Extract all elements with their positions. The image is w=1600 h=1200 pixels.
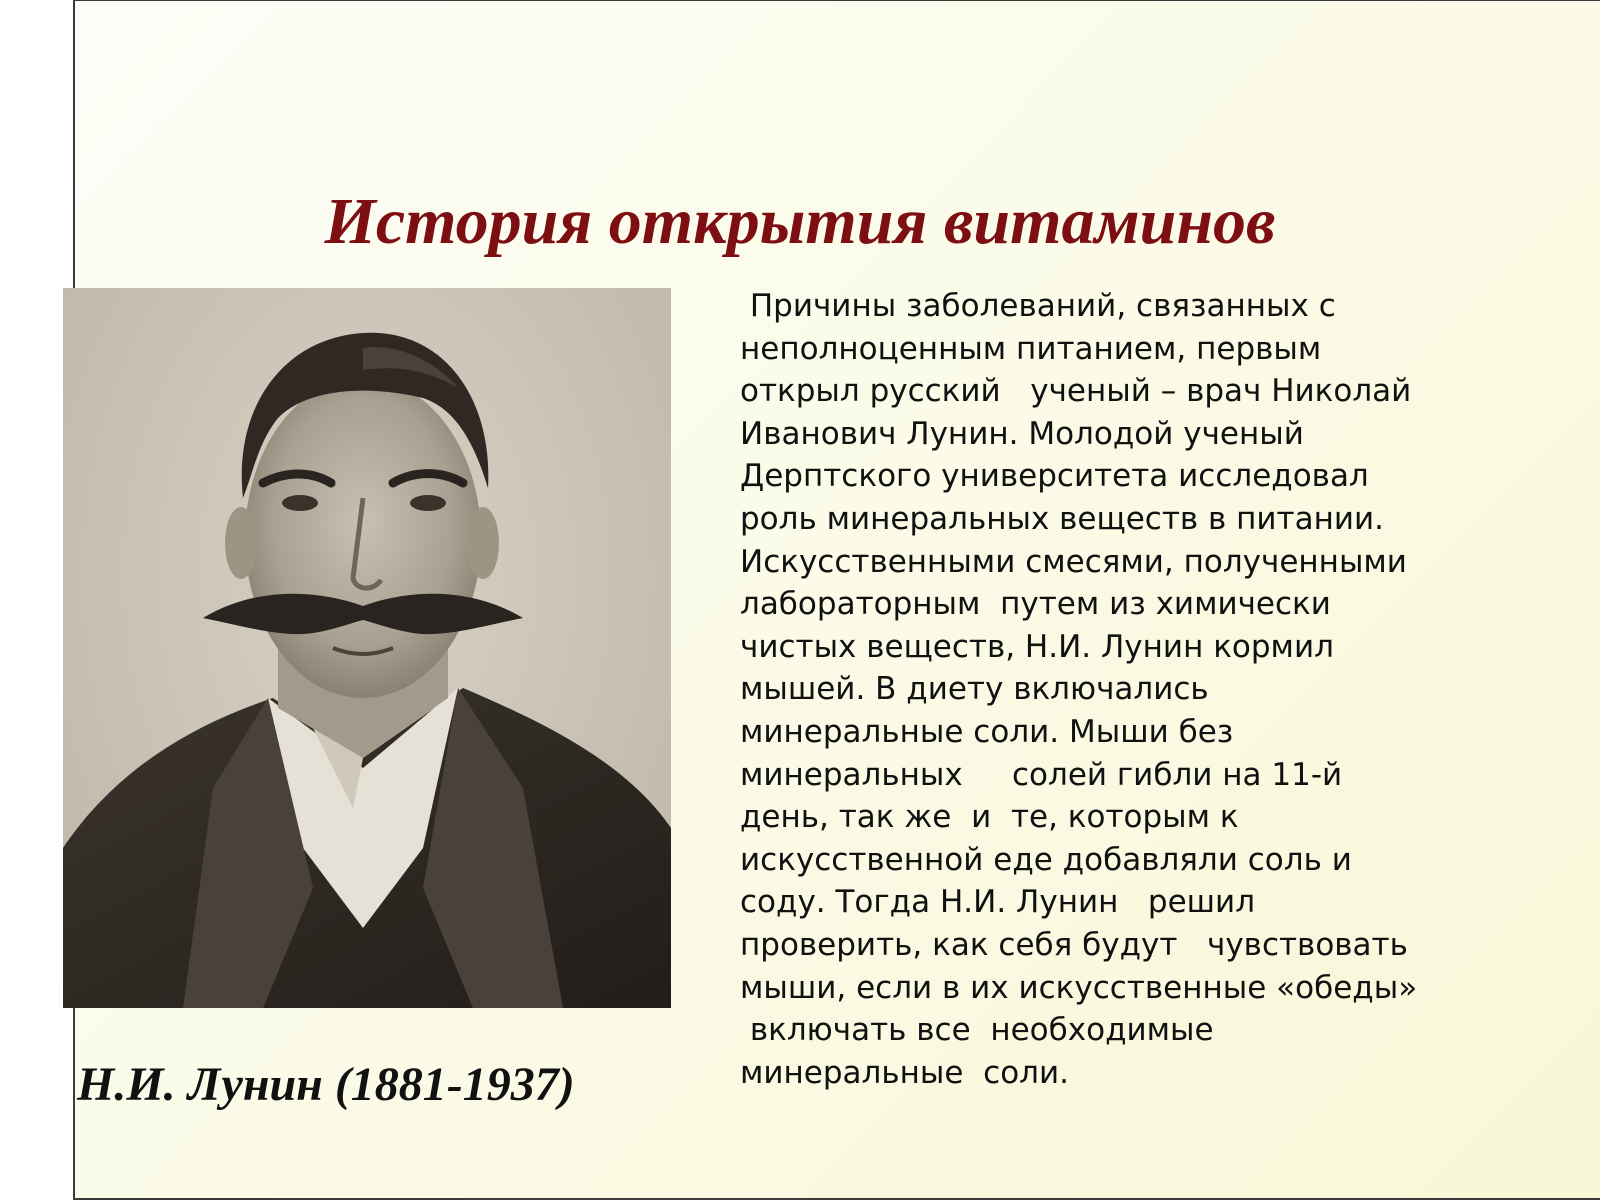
body-line: проверить, как себя будут чувствовать bbox=[740, 926, 1408, 963]
body-line: минеральные соли. Мыши без bbox=[740, 713, 1234, 750]
slide-title: История открытия витаминов bbox=[324, 185, 1276, 258]
body-line: минеральных солей гибли на 11-й bbox=[740, 756, 1343, 793]
body-line: лабораторным путем из химически bbox=[740, 586, 1331, 623]
body-line: искусственной еде добавляли соль и bbox=[740, 841, 1352, 878]
body-line: минеральные соли. bbox=[740, 1054, 1069, 1091]
body-line: включать все необходимые bbox=[740, 1012, 1214, 1049]
body-line: неполноценным питанием, первым bbox=[740, 330, 1322, 367]
body-line: соду. Тогда Н.И. Лунин решил bbox=[740, 884, 1256, 921]
body-line: чистых веществ, Н.И. Лунин кормил bbox=[740, 628, 1334, 665]
body-line: мышей. В диету включались bbox=[740, 671, 1209, 708]
body-line: роль минеральных веществ в питании. bbox=[740, 500, 1385, 537]
body-line: Искусственными смесями, полученными bbox=[740, 543, 1407, 580]
body-line: день, так же и те, которым к bbox=[740, 799, 1239, 836]
body-line: открыл русский ученый – врач Николай bbox=[740, 373, 1412, 410]
body-line: Дерптского университета исследовал bbox=[740, 458, 1369, 495]
portrait-photo bbox=[63, 288, 671, 1008]
body-line: мыши, если в их искусственные «обеды» bbox=[740, 969, 1418, 1006]
body-line: Иванович Лунин. Молодой ученый bbox=[740, 415, 1304, 452]
body-line: Причины заболеваний, связанных с bbox=[740, 288, 1336, 324]
body-text bbox=[740, 285, 1460, 1094]
portrait-caption: Н.И. Лунин (1881-1937) bbox=[77, 1058, 575, 1111]
